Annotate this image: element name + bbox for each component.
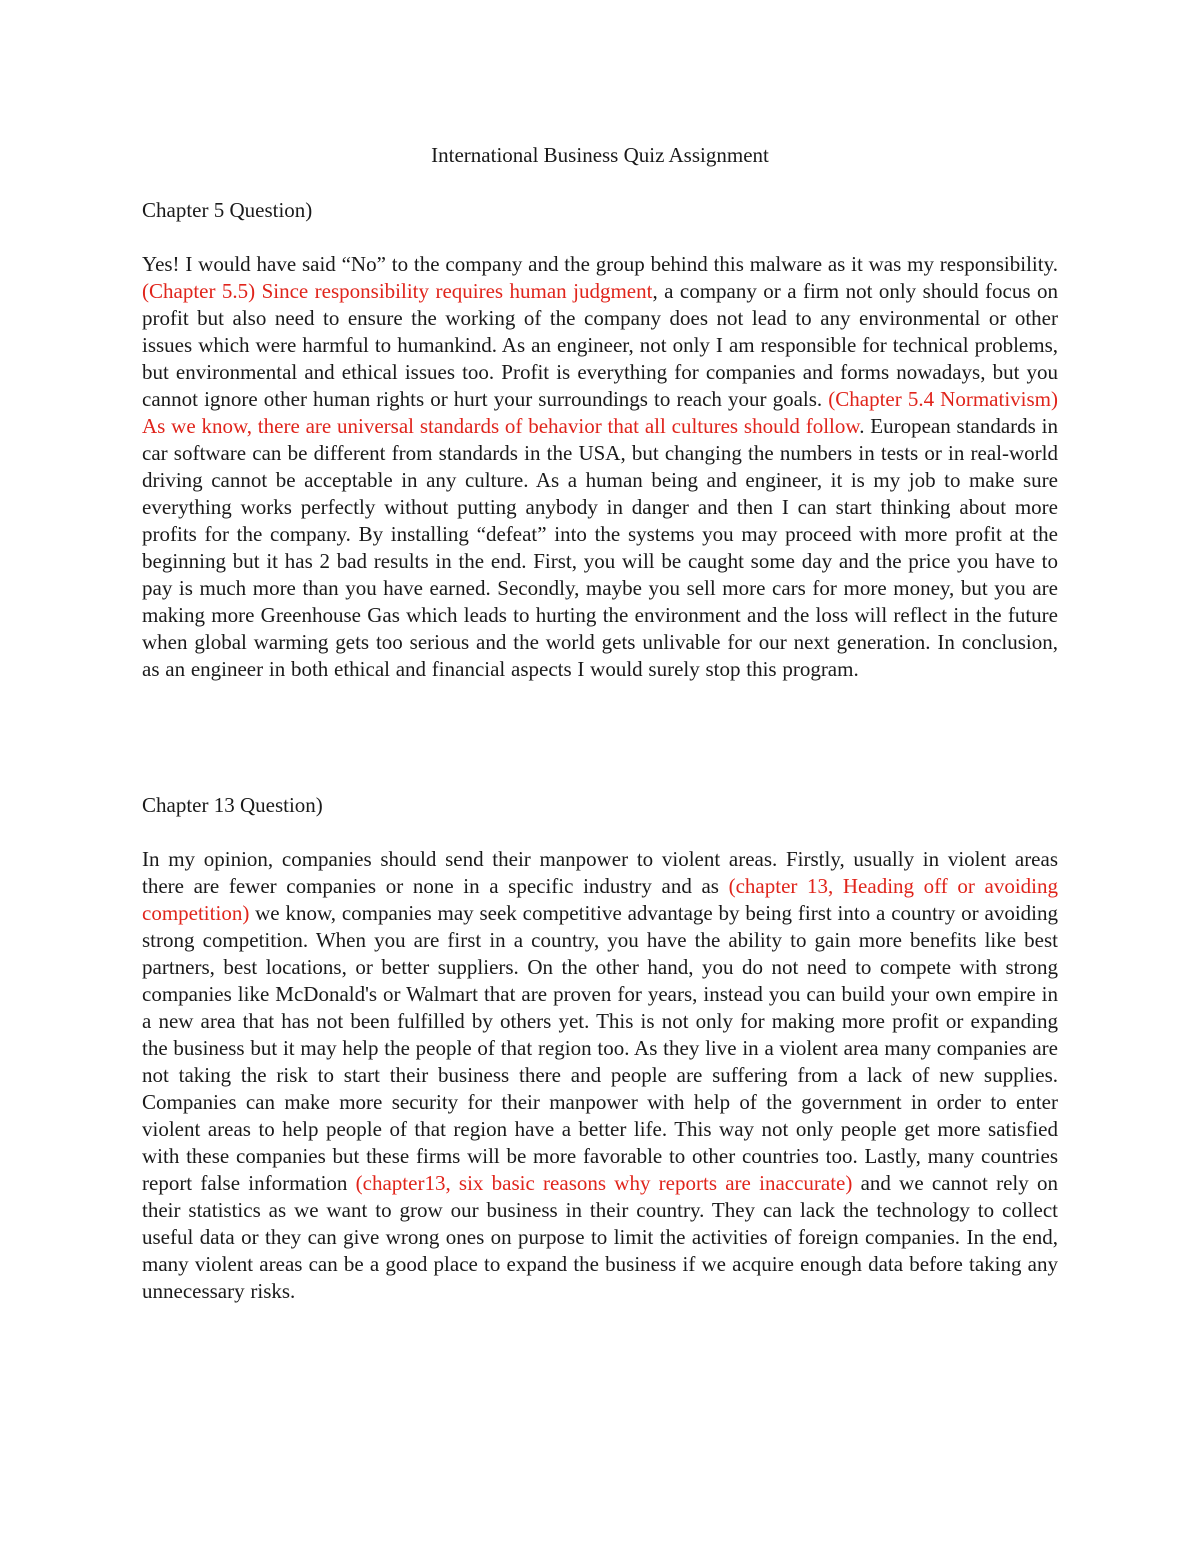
section-body-chapter-5 bbox=[142, 251, 1058, 683]
citation-text: (Chapter 5.5) Since responsibility requires human judgment bbox=[142, 279, 653, 303]
citation-text: (chapter13, six basic reasons why reports are inaccurate) bbox=[355, 1171, 853, 1195]
document-title: International Business Quiz Assignment bbox=[431, 143, 769, 167]
section-body-chapter-13 bbox=[142, 846, 1058, 1305]
body-text: Yes! I would have said “No” to the company and the group behind this malware as it was my responsibility. bbox=[142, 252, 1058, 276]
body-text: . European standards in car software can be different from standards in the USA, but changing the numbers in tests or in real-world driving cannot be acceptable in any culture. As a human being and engineer, it is my job to make sure everything works perfectly without putting anybody in danger and then I can start thinking about more profits for the company. By installing “defeat” into the systems you may proceed with more profit at the beginning but it has 2 bad results in the end. First, you will be caught some day and the price you have to pay is much more than you have earned. Secondly, maybe you sell more cars for more money, but you are making more Greenhouse Gas which leads to hurting the environment and the loss will reflect in the future when global warming gets too serious and the world gets unlivable for our next generation. In conclusion, as an engineer in both ethical and financial aspects I would surely stop this program. bbox=[142, 414, 1058, 681]
section-heading-chapter-5: Chapter 5 Question) bbox=[142, 198, 313, 222]
body-text: In my opinion, companies should send their manpower to violent areas. Firstly, usually in violent areas there are fewer companies or none in a specific industry and as bbox=[142, 847, 1058, 898]
citation-text: (chapter 13, Heading off or avoiding competition) bbox=[142, 874, 1058, 925]
body-text: and we cannot rely on their statistics as we want to grow our business in their country. They can lack the technology to collect useful data or they can give wrong ones on purpose to limit the activities of foreign companies. In the end, many violent areas can be a good place to expand the business if we acquire enough data before taking any unnecessary risks. bbox=[142, 1171, 1058, 1303]
section-heading-chapter-13: Chapter 13 Question) bbox=[142, 793, 323, 817]
body-text: we know, companies may seek competitive advantage by being first into a country or avoiding strong competition. When you are first in a country, you have the ability to gain more benefits like best partners, best locations, or better suppliers. On the other hand, you do not need to compete with strong companies like McDonald's or Walmart that are proven for years, instead you can build your own empire in a new area that has not been fulfilled by others yet. This is not only for making more profit or expanding the business but it may help the people of that region too. As they live in a violent area many companies are not taking the risk to start their business there and people are suffering from a lack of new supplies. Companies can make more security for their manpower with help of the government in order to enter violent areas to help people of that region have a better life. This way not only people get more satisfied with these companies but these firms will be more favorable to other countries too. Lastly, many countries report false information bbox=[142, 901, 1058, 1195]
body-text: , a company or a firm not only should focus on profit but also need to ensure the working of the company does not lead to any environmental or other issues which were harmful to humankind. As an engineer, not only I am responsible for technical problems, but environmental and ethical issues too. Profit is everything for companies and forms nowadays, but you cannot ignore other human rights or hurt your surroundings to reach your goals. bbox=[142, 279, 1058, 411]
citation-text: (Chapter 5.4 Normativism) As we know, there are universal standards of behavior that all cultures should follow bbox=[142, 387, 1058, 438]
